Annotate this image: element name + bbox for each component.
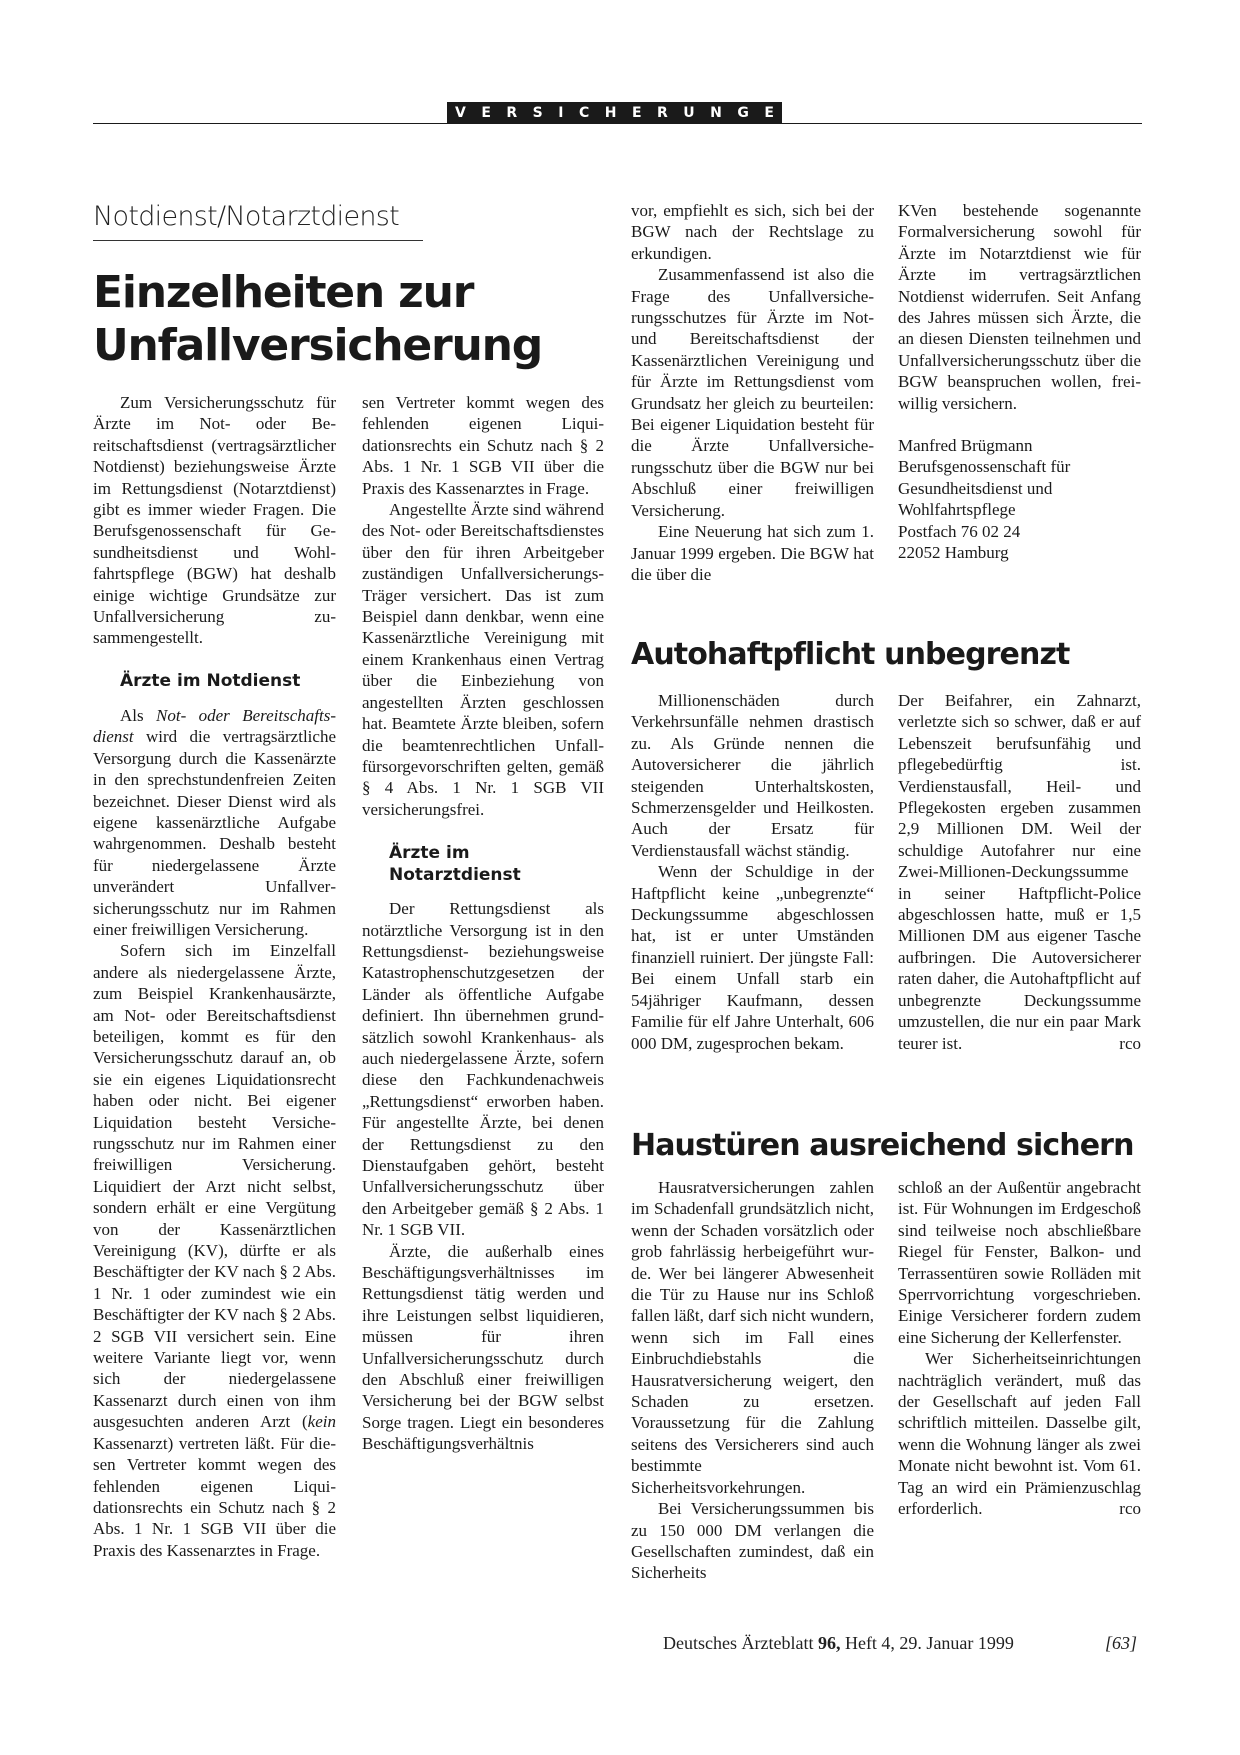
article-column-2 bbox=[362, 392, 604, 1455]
paragraph-notdienst-definition: Als Not- oder Bereitschaftsdienst wird die vertragsärztliche Versorgung durch die Kassenärzte in den sprechstundenfreien Zeiten bezeichnet. Dieser Dienst wird als eigene kassenärztliche Aufgabe wahrgenommen. Deshalb besteht für niedergelassene Ärzte unverändert Unfallversicherungsschutz nur im Rahmen einer freiwilligen Versicherung. bbox=[93, 705, 336, 939]
box2-column-2 bbox=[898, 1177, 1141, 1520]
author-postfach: Postfach 76 02 24 bbox=[898, 521, 1021, 541]
paragraph-beschaeftigung: Ärzte, die außerhalb eines Beschäftigungsverhältnisses im Rettungsdienst tätig werden und ihre Leistungen selbst liquidieren, müssen für ihren Unfallversicherungsschutz durch den Abschluß einer freiwilligen Versicherung bei der BGW selbst Sorge tragen. Liegt ein besonderes Beschäftigungsverhältnis bbox=[362, 1241, 604, 1454]
author-org-line-3: Wohlfahrtspflege bbox=[898, 500, 1016, 520]
box1-signature: rco bbox=[1119, 1033, 1141, 1053]
box1-paragraph-1: Millionenschäden durch Verkehrsunfälle nehmen drastisch zu. Als Gründe nennen die Autoversicherer die jährlich steigenden Unterhaltskosten, Schmerzensgelder und Heilkosten. Auch der Ersatz für Verdienstausfall wächst ständig. bbox=[631, 691, 874, 860]
paragraph-angestellte-aerzte: Angestellte Ärzte sind während des Not- oder Bereitschaftsdienstes über den für ihren Arbeitgeber zuständigen Unfallversicherungs-Träger versichert. Das ist zum Beispiel dann denkbar, wenn eine Kassenärztliche Vereinigung mit einem Krankenhaus einen Vertrag über die Einbeziehung von angestellten Ärzten geschlossen hat. Beamtete Ärzte bleiben, sofern die beamtenrechtlichen Unfallfürsorgevorschriften gelten, gemäß § 4 Abs. 1 Nr. 1 SGB VII versicherungsfrei. bbox=[362, 500, 604, 819]
header-rule bbox=[93, 123, 1142, 124]
paragraph-rettungsdienst: Der Rettungsdienst als notärztliche Versorgung ist in den Rettungsdienst- beziehungsweise Katastrophenschutzgesetzen der Länder als öffentliche Aufgabe definiert. Ihn übernehmen grundsätzlich sowohl Krankenhaus- als auch niedergelassene Ärzte, sofern diese den Fachkundenachweis „Rettungsdienst“ erworben haben. Für angestellte Ärzte, bei denen der Rettungsdienst zu den Dienstaufgaben gehört, besteht Unfallversicherungsschutz über den Arbeitgeber gemäß § 2 Abs. 1 Nr. 1 SGB VII. bbox=[362, 899, 604, 1240]
box2-paragraph-3: Wer Sicherheitseinrichtungen nachträglich verändert, muß das der Gesellschaft auf jeden Fall schriftlich mitteilen. Dasselbe gilt, wenn die Wohnung länger als zwei Monate nicht bewohnt ist. Vom 61. Tag an wird ein Prämienzuschlag erforderlich. rco bbox=[898, 1349, 1141, 1519]
subheading-notdienst: Ärzte im Notdienst bbox=[120, 670, 301, 691]
box-title-haustueren: Haustüren ausreichend sichern bbox=[631, 1128, 1134, 1163]
author-block bbox=[898, 435, 1141, 563]
box2-paragraph-2-start: Bei Versicherungssummen bis zu 150 000 DM verlangen die Gesellschaften zumindest, daß ein Sicherheits bbox=[631, 1499, 874, 1583]
article-kicker: Notdienst/Notarztdienst bbox=[93, 201, 400, 232]
box-title-autohaftpflicht: Autohaftpflicht unbegrenzt bbox=[631, 637, 1070, 672]
author-city: 22052 Hamburg bbox=[898, 543, 1009, 563]
subheading-notarztdienst: Ärzte im Notarztdienst bbox=[389, 843, 521, 886]
page-number: [63] bbox=[1105, 1633, 1138, 1653]
journal-issue: Heft 4, 29. Januar 1999 bbox=[844, 1633, 1014, 1653]
article-column-3 bbox=[631, 200, 874, 585]
box2-signature: rco bbox=[1119, 1499, 1141, 1519]
author-name: Manfred Brügmann bbox=[898, 436, 1033, 456]
box1-paragraph-3: Der Beifahrer, ein Zahnarzt, verletzte sich so schwer, daß er auf Lebenszeit berufsunfähig und pflegebedürftig ist. Verdienstausfall, Heil- und Pflegekosten ergeben zusammen 2,9 Millionen DM. Weil der schuldige Autofahrer nur eine Zwei-Millionen-Deckungssumme in seiner Haftpflicht-Police abgeschlossen hatte, muß er 1,5 Millionen DM aus eigener Tasche aufbringen. Die Autoversicherer raten daher, die Autohaftpflicht auf unbegrenzte Deckungssumme umzustellen, die nur ein paar Mark teurer ist. rco bbox=[898, 691, 1141, 1053]
box2-column-1 bbox=[631, 1177, 874, 1584]
box1-paragraph-2: Wenn der Schuldige in der Haftpflicht keine „unbegrenzte“ Deckungssumme abgeschlossen hat, ist er unter Umständen finanziell ruiniert. Der jüngste Fall: Bei einem Unfall starb ein 54jähriger Kaufmann, dessen Familie für elf Jahre Unterhalt, 606 000 DM, zugesprochen bekam. bbox=[631, 862, 874, 1053]
section-label: VERSICHERUNGEN bbox=[447, 102, 782, 124]
box1-column-1 bbox=[631, 690, 874, 1054]
paragraph-rechtslage-continued: vor, empfiehlt es sich, sich bei der BGW nach der Rechtslage zu erkundigen. bbox=[631, 201, 874, 263]
paragraph-vertreter-continued: sen Vertreter kommt wegen des fehlenden eigenen Liquidationsrechts ein Schutz nach § 2 Abs. 1 Nr. 1 SGB VII über die Praxis des Kassenarztes in Frage. bbox=[362, 393, 604, 498]
article-column-4 bbox=[898, 200, 1141, 564]
paragraph-neuerung-continued: KVen bestehende sogenannte Formalversicherung sowohl für Ärzte im Notarztdienst wie für Ärzte im vertragsärztlichen Notdienst widerrufen. Seit Anfang des Jahres müssen sich Ärzte, die an diesen Diensten teilnehmen und Unfallversicherungsschutz über die BGW beanspruchen wollen, freiwillig versichern. bbox=[898, 201, 1141, 413]
box1-column-2 bbox=[898, 690, 1141, 1054]
author-org-line-2: Gesundheitsdienst und bbox=[898, 478, 1053, 498]
page-footer bbox=[663, 1633, 1014, 1654]
article-column-1 bbox=[93, 392, 336, 1560]
author-org-line-1: Berufsgenossenschaft für bbox=[898, 457, 1071, 477]
box2-paragraph-2-continued: schloß an der Außentür angebracht ist. Für Wohnungen im Erdgeschoß sind teilweise noch abschließbare Riegel für Fenster, Balkon- und Terrassentüren sowie Rolläden mit Sperrvorrichtung vorgeschrieben. Einige Versicherer fordern zudem eine Sicherung der Kellerfenster. bbox=[898, 1178, 1141, 1347]
paragraph-zusammenfassend: Zusammenfassend ist also die Frage des Unfallversicherungsschutzes für Ärzte im Not- und Bereitschaftsdienst der Kassenärztlichen Vereinigung und für Ärzte im Rettungsdienst vom Grundsatz her gleich zu beurteilen: Bei eigener Liquidation besteht für die Ärzte Unfallversicherungsschutz über die BGW nur bei Abschluß einer freiwilligen Versicherung. bbox=[631, 265, 874, 520]
article-title: Einzelheiten zur Unfallversicherung bbox=[93, 267, 543, 371]
paragraph-neuerung: Eine Neuerung hat sich zum 1. Januar 1999 ergeben. Die BGW hat die über die bbox=[631, 522, 874, 584]
box2-paragraph-1: Hausratversicherungen zahlen im Schadenfall grundsätzlich nicht, wenn der Schaden vorsätzlich oder grob fahrlässig herbeigeführt wurde. Wer bei längerer Abwesenheit die Tür zu Hause nur ins Schloß fallen läßt, darf sich nicht wundern, wenn sich im Fall eines Einbruchdiebstahls die Hausratversicherung weigert, den Schaden zu ersetzen. Voraussetzung für die Zahlung seitens des Versicherers sind auch bestimmte Sicherheitsvorkehrungen. bbox=[631, 1178, 874, 1497]
journal-volume: 96, bbox=[817, 1633, 841, 1653]
kicker-rule bbox=[93, 240, 423, 241]
paragraph-einzelfall: Sofern sich im Einzelfall andere als niedergelassene Ärzte, zum Beispiel Krankenhausärzte, am Not- oder Bereitschaftsdienst beteiligen, kommt es für den Versicherungsschutz darauf an, ob sie ein eigenes Liquidationsrecht haben oder nicht. Bei eigener Liquidation besteht Versicherungsschutz nur im Rahmen einer freiwilligen Versicherung. Liquidiert der Arzt nicht selbst, sondern erhält er eine Vergütung von der Kassenärztlichen Vereinigung (KV), dürfte er als Beschäftigter der KV nach § 2 Abs. 1 Nr. 1 oder zumindest wie ein Beschäftigter der KV nach § 2 Abs. 2 SGB VII versichert sein. Eine weitere Variante liegt vor, wenn sich der niedergelassene Kassenarzt durch einen von ihm ausgesuchten anderen Arzt (kein Kassenarzt) vertreten läßt. Für diesen Vertreter kommt wegen des fehlenden eigenen Liquidationsrechts ein Schutz nach § 2 Abs. 1 Nr. 1 SGB VII über die Praxis des Kassenarztes in Frage. bbox=[93, 941, 336, 1560]
journal-name: Deutsches Ärzteblatt bbox=[663, 1633, 814, 1653]
intro-paragraph: Zum Versicherungsschutz für Ärzte im Not- oder Bereitschaftsdienst (vertragsärztlicher Notdienst) beziehungsweise Ärzte im Rettungsdienst (Notarztdienst) gibt es immer wieder Fragen. Die Berufsgenossenschaft für Gesundheitsdienst und Wohlfahrtspflege (BGW) hat deshalb einige wichtige Grundsätze zur Unfallversicherung zusammengestellt. bbox=[93, 393, 336, 648]
